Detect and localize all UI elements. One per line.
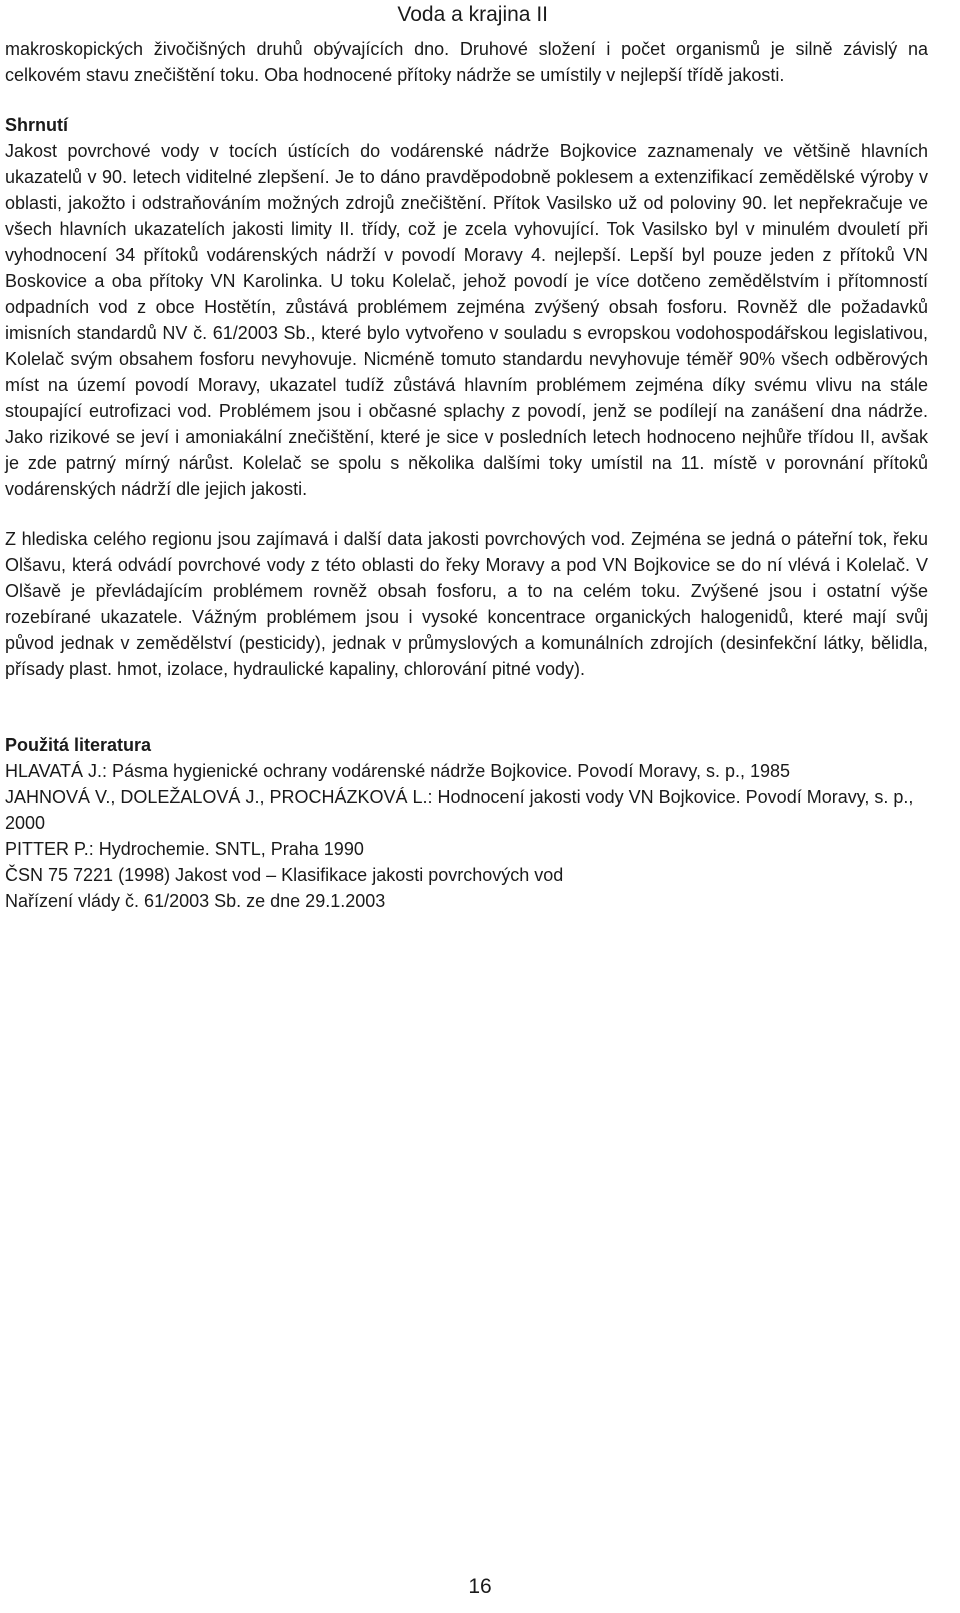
reference-text: L.: Hodnocení jakosti vody VN Bojkovice. Povodí Moravy, s. p., 2000 [5,787,914,833]
author-surname: OLEŽALOVÁ [133,787,241,807]
running-header: Voda a krajina II [397,3,548,26]
author-initial: D [120,787,134,807]
author-surname: ITTER [17,839,70,859]
reference-item [5,758,928,784]
reference-list [5,758,928,914]
reference-text: J., [240,787,270,807]
summary-paragraph: Jakost povrchové vody v tocích ústících do vodárenské nádrže Bojkovice zaznamenaly ve většině hlavních ukazatelů v 90. letech viditelné zlepšení. Je to dáno pravděpodobně poklesem a extenzifikací zemědělské výroby v oblasti, jakožto i odstraňováním možných zdrojů znečištění. Přítok Vasilsko už od poloviny 90. let nepřekračuje ve všech hlavních ukazatelích jakosti limity II. třídy, což je zcela vyhovující. Tok Vasilsko byl v minulém dvouletí při vyhodnocení 34 přítoků vodárenských nádrží v povodí Moravy 4. nejlepší. Lepší byl pouze jeden z přítoků VN Boskovice a oba přítoky VN Karolinka. U toku Kolelač, jehož povodí je více dotčeno zemědělstvím i přítomností odpadních vod z obce Hostětín, zůstává problémem zejména zvýšený obsah fosforu. Rovněž dle požadavků imisních standardů NV č. 61/2003 Sb., které bylo vytvořeno v souladu s evropskou vodohospodářskou legislativou, Kolelač svým obsahem fosforu nevyhovuje. Nicméně tomuto standardu nevyhovuje téměř 90% všech odběrových míst na území povodí Moravy, ukazatel tudíž zůstává hlavním problémem zejména díky svému vlivu na stále stoupající eutrofizaci vod. Problémem jsou i občasné splachy z povodí, jenž se podílejí na zanášení dna nádrže. Jako rizikové se jeví i amoniakální znečištění, které je sice v posledních letech hodnoceno nejhůře třídou II, avšak je zde patrný mírný nárůst. Kolelač se spolu s několika dalšími toky umístil na 11. místě v porovnání přítoků vodárenských nádrží dle jejich jakosti. [5,141,928,499]
reference-item [5,836,928,862]
reference-text: J.: Pásma hygienické ochrany vodárenské nádrže Bojkovice. Povodí Moravy, s. p., 1985 [83,761,791,781]
literature-heading: Použitá literatura [5,735,152,755]
spacer [5,682,928,732]
author-initial: J [5,787,14,807]
reference-text: P.: Hydrochemie. SNTL, Praha 1990 [69,839,364,859]
page-content [5,36,928,914]
spacer [5,502,928,526]
author-surname: AHNOVÁ [14,787,91,807]
author-initial: P [269,787,282,807]
author-initial: H [5,761,18,781]
author-initial: P [5,839,18,859]
author-surname: ROCHÁZKOVÁ [281,787,408,807]
summary-heading: Shrnutí [5,115,68,135]
intro-paragraph: makroskopických živočišných druhů obývajících dno. Druhové složení i počet organismů je silně závislý na celkovém stavu znečištění toku. Oba hodnocené přítoky nádrže se umístily v nejlepší třídě jakosti. [5,39,928,85]
reference-item: Nařízení vlády č. 61/2003 Sb. ze dne 29.1.2003 [5,891,386,911]
spacer [5,88,928,112]
region-paragraph: Z hlediska celého regionu jsou zajímavá i další data jakosti povrchových vod. Zejména se jedná o páteřní tok, řeku Olšavu, která odvádí povrchové vody z této oblasti do řeky Moravy a pod VN Bojkovice se do ní vlévá i Kolelač. V Olšavě je převládajícím problémem rovněž obsah fosforu, a to na celém toku. Zvýšené jsou i ostatní výše rozebírané ukazatele. Vážným problémem jsou i vysoké koncentrace organických halogenidů, které mají svůj původ jednak v zemědělství (pesticidy), jednak v průmyslových a komunálních zdrojích (desinfekční látky, bělidla, přísady plast. hmot, izolace, hydraulické kapaliny, chlorování pitné vody). [5,529,928,679]
reference-item: ČSN 75 7221 (1998) Jakost vod – Klasifikace jakosti povrchových vod [5,865,564,885]
author-surname: LAVATÁ [18,761,84,781]
reference-text: V., [90,787,121,807]
page-number: 16 [468,1575,492,1598]
reference-item [5,784,928,836]
